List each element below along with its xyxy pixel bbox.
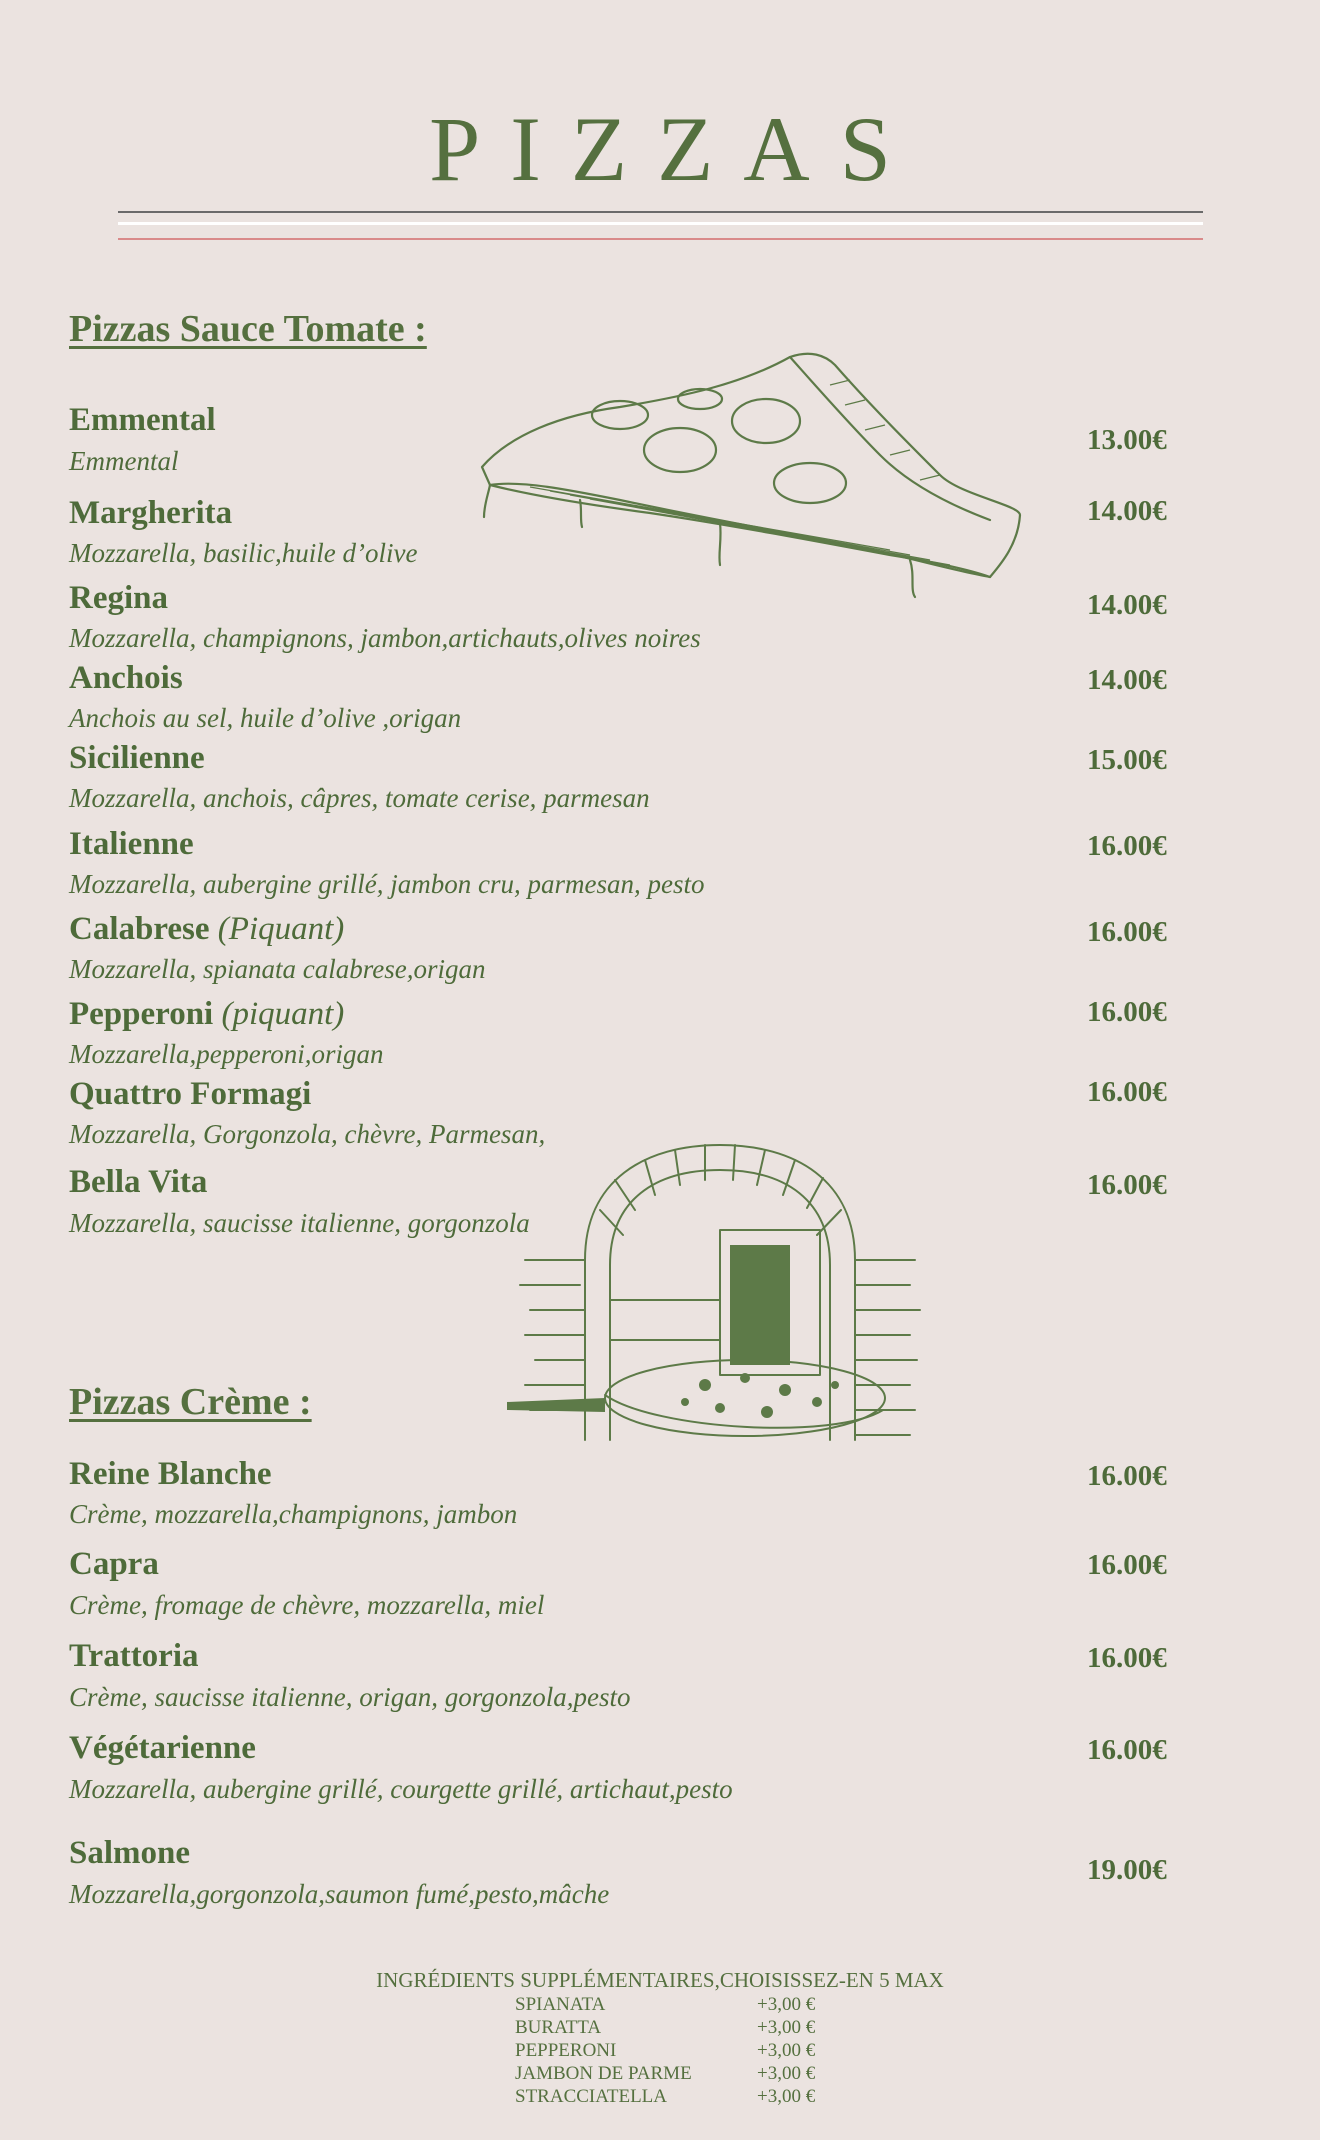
item-name: Bella Vita <box>69 1164 208 1200</box>
item-name <box>69 996 344 1033</box>
page-title: PIZZAS <box>429 98 921 200</box>
item-price: 16.00€ <box>1087 1549 1167 1581</box>
item-price: 14.00€ <box>1087 495 1167 527</box>
title-divider <box>118 211 1203 213</box>
item-price: 14.00€ <box>1087 589 1167 621</box>
extra-price: +3,00 € <box>757 2086 816 2107</box>
item-price: 16.00€ <box>1087 1169 1167 1201</box>
item-price: 13.00€ <box>1087 424 1167 456</box>
item-description: Crème, saucisse italienne, origan, gorgonzola,pesto <box>69 1682 631 1712</box>
item-description: Mozzarella,gorgonzola,saumon fumé,pesto,mâche <box>69 1879 610 1909</box>
item-price: 15.00€ <box>1087 744 1167 776</box>
item-description: Emmental <box>69 446 179 476</box>
item-price: 16.00€ <box>1087 1734 1167 1766</box>
item-name: Capra <box>69 1546 159 1582</box>
item-name: Anchois <box>69 660 183 696</box>
extra-price: +3,00 € <box>757 2063 816 2084</box>
item-name: Végétarienne <box>69 1730 256 1766</box>
extra-price: +3,00 € <box>757 2017 816 2038</box>
item-name <box>69 911 344 948</box>
item-price: 14.00€ <box>1087 664 1167 696</box>
item-description: Crème, fromage de chèvre, mozzarella, miel <box>69 1590 545 1620</box>
item-description: Mozzarella, basilic,huile d’olive <box>69 538 418 568</box>
item-name-text: Pepperoni <box>69 996 214 1032</box>
item-price: 16.00€ <box>1087 1076 1167 1108</box>
item-description: Mozzarella,pepperoni,origan <box>69 1039 384 1069</box>
item-description: Mozzarella, anchois, câpres, tomate cerise, parmesan <box>69 783 650 813</box>
item-name: Margherita <box>69 495 233 531</box>
item-name: Quattro Formagi <box>69 1076 312 1112</box>
extra-price: +3,00 € <box>757 1994 816 2015</box>
pizza-oven-icon <box>505 1140 1045 1455</box>
item-description: Mozzarella, Gorgonzola, chèvre, Parmesan, <box>69 1119 546 1149</box>
item-name: Trattoria <box>69 1638 199 1674</box>
extra-name: SPIANATA <box>515 1994 606 2015</box>
item-name: Regina <box>69 580 168 616</box>
item-price: 16.00€ <box>1087 830 1167 862</box>
item-price: 16.00€ <box>1087 1642 1167 1674</box>
extra-name: STRACCIATELLA <box>515 2086 667 2107</box>
item-description: Mozzarella, aubergine grillé, jambon cru, parmesan, pesto <box>69 869 705 899</box>
pizza-slice-icon <box>470 345 1030 605</box>
item-description: Mozzarella, champignons, jambon,artichauts,olives noires <box>69 623 701 653</box>
item-name: Italienne <box>69 826 194 862</box>
extra-price: +3,00 € <box>757 2040 816 2061</box>
extra-name: BURATTA <box>515 2017 602 2038</box>
item-description: Anchois au sel, huile d’olive ,origan <box>69 703 462 733</box>
item-name: Salmone <box>69 1835 191 1871</box>
item-name-text: Calabrese <box>69 911 210 947</box>
item-description: Mozzarella, spianata calabrese,origan <box>69 954 486 984</box>
item-price: 19.00€ <box>1087 1854 1167 1886</box>
item-price: 16.00€ <box>1087 996 1167 1028</box>
extra-name: JAMBON DE PARME <box>515 2063 692 2084</box>
item-description: Mozzarella, saucisse italienne, gorgonzola <box>69 1208 530 1238</box>
item-description: Crème, mozzarella,champignons, jambon <box>69 1499 518 1529</box>
item-name: Emmental <box>69 402 216 438</box>
item-description: Mozzarella, aubergine grillé, courgette grillé, artichaut,pesto <box>69 1774 733 1804</box>
section-title-cream: Pizzas Crème : <box>69 1381 312 1423</box>
section-title-tomato: Pizzas Sauce Tomate : <box>69 308 427 350</box>
item-spicy-note: (piquant) <box>221 996 345 1032</box>
extra-name: PEPPERONI <box>515 2040 617 2061</box>
extras-title: INGRÉDIENTS SUPPLÉMENTAIRES,CHOISISSEZ-EN 5 MAX <box>376 1968 944 1992</box>
item-name: Reine Blanche <box>69 1456 272 1492</box>
item-name: Sicilienne <box>69 740 205 776</box>
item-price: 16.00€ <box>1087 916 1167 948</box>
title-divider <box>118 238 1203 240</box>
item-spicy-note: (Piquant) <box>217 911 345 947</box>
title-divider <box>118 222 1203 225</box>
item-price: 16.00€ <box>1087 1460 1167 1492</box>
